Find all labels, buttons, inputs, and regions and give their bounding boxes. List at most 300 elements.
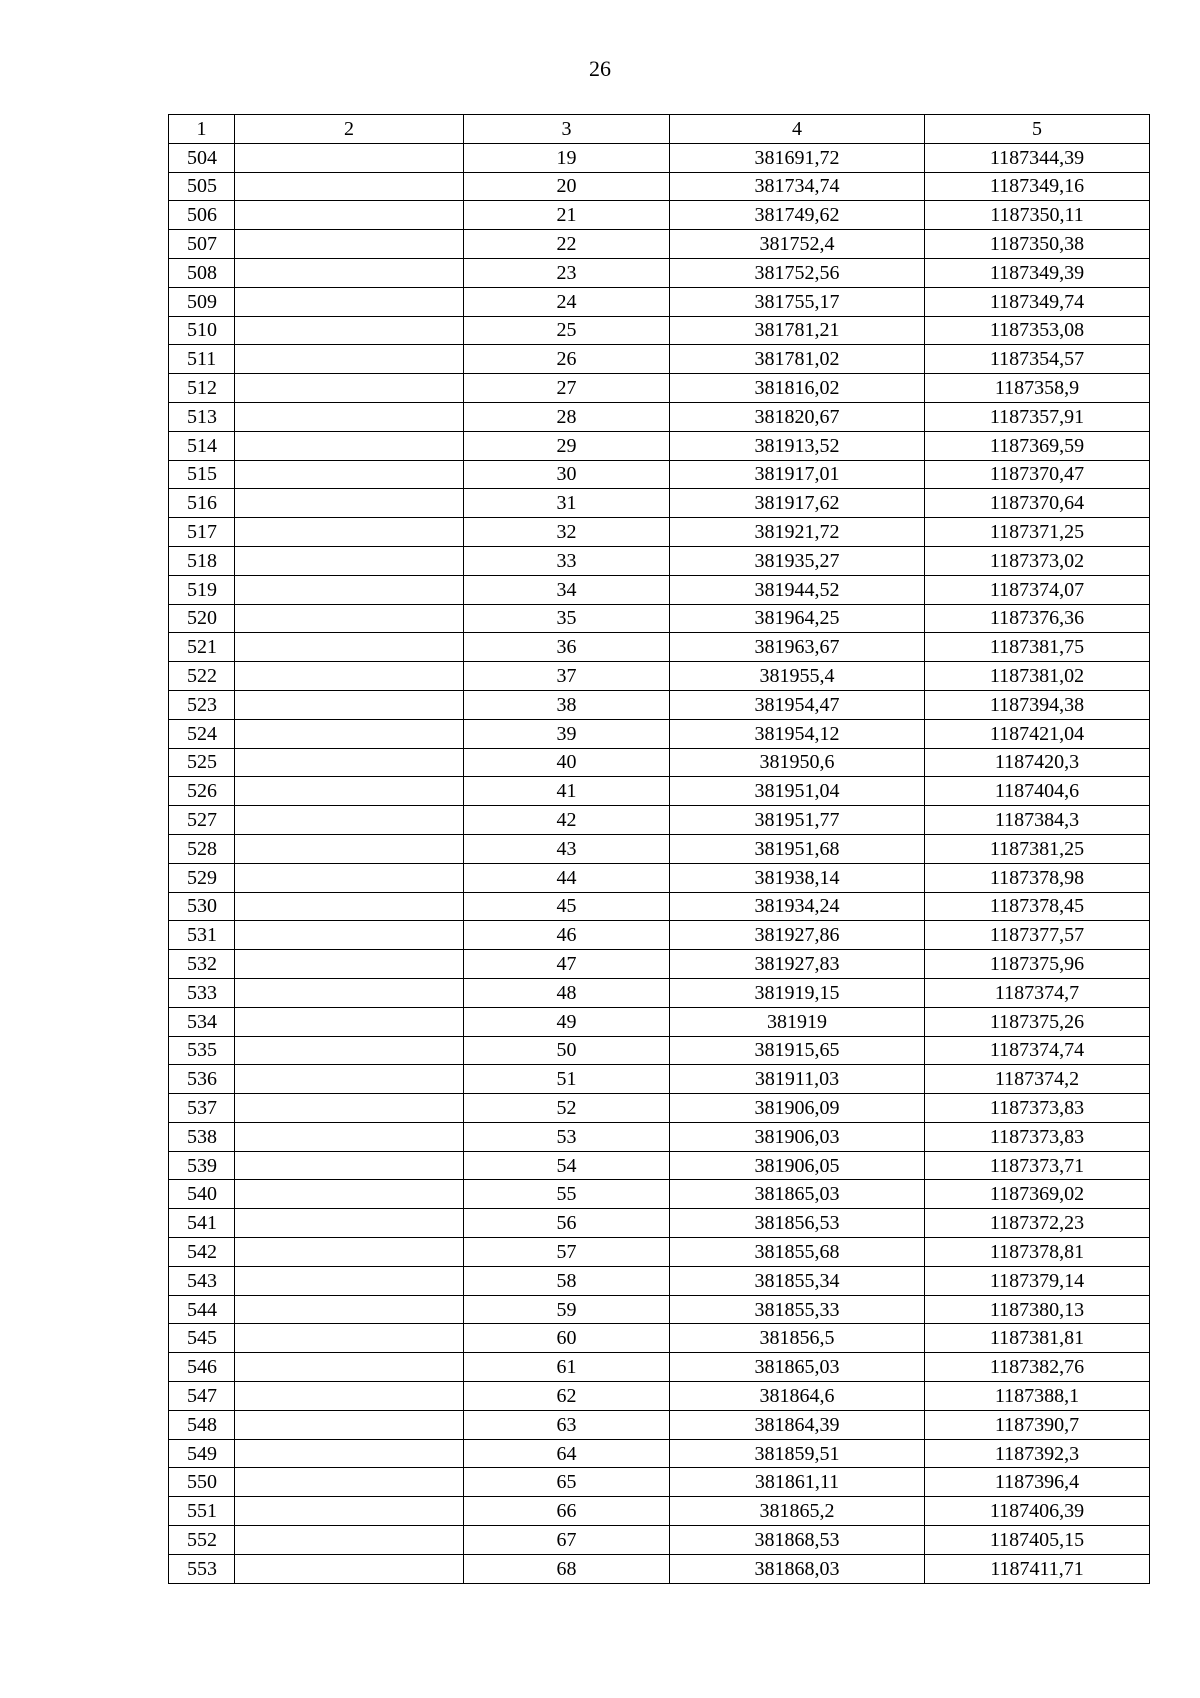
table-row bbox=[169, 143, 1150, 172]
table-cell-col-3: 46 bbox=[464, 921, 670, 950]
table-row bbox=[169, 950, 1150, 979]
table-cell-col-1: 512 bbox=[169, 374, 235, 403]
table-cell-col-3: 64 bbox=[464, 1439, 670, 1468]
table-cell-col-2 bbox=[235, 834, 464, 863]
table-cell-col-4: 381938,14 bbox=[670, 863, 925, 892]
table-cell-col-2 bbox=[235, 1497, 464, 1526]
table-cell-col-5: 1187370,47 bbox=[925, 460, 1150, 489]
table-cell-col-4: 381868,53 bbox=[670, 1526, 925, 1555]
table-cell-col-5: 1187378,45 bbox=[925, 892, 1150, 921]
table-cell-col-4: 381917,62 bbox=[670, 489, 925, 518]
table-row bbox=[169, 1036, 1150, 1065]
table-cell-col-4: 381865,03 bbox=[670, 1180, 925, 1209]
table-cell-col-5: 1187374,07 bbox=[925, 575, 1150, 604]
table-cell-col-2 bbox=[235, 230, 464, 259]
table-row bbox=[169, 374, 1150, 403]
table-cell-col-3: 31 bbox=[464, 489, 670, 518]
table-cell-col-5: 1187388,1 bbox=[925, 1382, 1150, 1411]
table-cell-col-5: 1187390,7 bbox=[925, 1410, 1150, 1439]
table-cell-col-5: 1187353,08 bbox=[925, 316, 1150, 345]
table-cell-col-3: 50 bbox=[464, 1036, 670, 1065]
table-row bbox=[169, 1468, 1150, 1497]
table-cell-col-3: 55 bbox=[464, 1180, 670, 1209]
column-header: 2 bbox=[235, 115, 464, 144]
column-header: 3 bbox=[464, 115, 670, 144]
table-cell-col-3: 23 bbox=[464, 258, 670, 287]
table-cell-col-4: 381919 bbox=[670, 1007, 925, 1036]
table-row bbox=[169, 1238, 1150, 1267]
table-cell-col-5: 1187381,25 bbox=[925, 834, 1150, 863]
table-row bbox=[169, 460, 1150, 489]
table-cell-col-3: 61 bbox=[464, 1353, 670, 1382]
table-cell-col-5: 1187420,3 bbox=[925, 748, 1150, 777]
table-cell-col-1: 545 bbox=[169, 1324, 235, 1353]
table-cell-col-5: 1187377,57 bbox=[925, 921, 1150, 950]
table-row bbox=[169, 777, 1150, 806]
table-cell-col-5: 1187358,9 bbox=[925, 374, 1150, 403]
table-cell-col-5: 1187374,74 bbox=[925, 1036, 1150, 1065]
table-cell-col-2 bbox=[235, 431, 464, 460]
table-cell-col-5: 1187349,74 bbox=[925, 287, 1150, 316]
table-cell-col-5: 1187350,38 bbox=[925, 230, 1150, 259]
table-cell-col-4: 381927,86 bbox=[670, 921, 925, 950]
table-cell-col-2 bbox=[235, 546, 464, 575]
table-cell-col-5: 1187405,15 bbox=[925, 1526, 1150, 1555]
table-cell-col-2 bbox=[235, 374, 464, 403]
table-cell-col-2 bbox=[235, 690, 464, 719]
table-header-row bbox=[169, 115, 1150, 144]
table-cell-col-4: 381820,67 bbox=[670, 402, 925, 431]
table-cell-col-3: 20 bbox=[464, 172, 670, 201]
table-cell-col-4: 381755,17 bbox=[670, 287, 925, 316]
table-cell-col-2 bbox=[235, 1554, 464, 1583]
table-cell-col-3: 57 bbox=[464, 1238, 670, 1267]
table-cell-col-3: 32 bbox=[464, 518, 670, 547]
column-header: 5 bbox=[925, 115, 1150, 144]
page-number: 26 bbox=[589, 56, 611, 81]
table-cell-col-1: 531 bbox=[169, 921, 235, 950]
table-cell-col-3: 22 bbox=[464, 230, 670, 259]
table-cell-col-2 bbox=[235, 489, 464, 518]
table-cell-col-5: 1187381,81 bbox=[925, 1324, 1150, 1353]
table-cell-col-2 bbox=[235, 921, 464, 950]
table-cell-col-2 bbox=[235, 1151, 464, 1180]
table-cell-col-3: 51 bbox=[464, 1065, 670, 1094]
table-cell-col-1: 529 bbox=[169, 863, 235, 892]
table-cell-col-2 bbox=[235, 287, 464, 316]
table-cell-col-2 bbox=[235, 1007, 464, 1036]
table-cell-col-5: 1187384,3 bbox=[925, 806, 1150, 835]
table-cell-col-5: 1187396,4 bbox=[925, 1468, 1150, 1497]
table-cell-col-3: 65 bbox=[464, 1468, 670, 1497]
table-cell-col-1: 543 bbox=[169, 1266, 235, 1295]
table-cell-col-2 bbox=[235, 1295, 464, 1324]
table-row bbox=[169, 1497, 1150, 1526]
table-cell-col-3: 49 bbox=[464, 1007, 670, 1036]
table-cell-col-3: 30 bbox=[464, 460, 670, 489]
table-cell-col-5: 1187381,75 bbox=[925, 633, 1150, 662]
table-cell-col-4: 381752,4 bbox=[670, 230, 925, 259]
table-cell-col-4: 381856,53 bbox=[670, 1209, 925, 1238]
table-cell-col-1: 541 bbox=[169, 1209, 235, 1238]
table-cell-col-3: 43 bbox=[464, 834, 670, 863]
table-cell-col-4: 381964,25 bbox=[670, 604, 925, 633]
table-cell-col-4: 381856,5 bbox=[670, 1324, 925, 1353]
table-cell-col-2 bbox=[235, 460, 464, 489]
table-cell-col-3: 19 bbox=[464, 143, 670, 172]
table-cell-col-1: 505 bbox=[169, 172, 235, 201]
table-cell-col-1: 515 bbox=[169, 460, 235, 489]
table-row bbox=[169, 1439, 1150, 1468]
table-cell-col-4: 381855,34 bbox=[670, 1266, 925, 1295]
table-cell-col-1: 507 bbox=[169, 230, 235, 259]
table-cell-col-4: 381963,67 bbox=[670, 633, 925, 662]
table-cell-col-4: 381855,33 bbox=[670, 1295, 925, 1324]
table-cell-col-1: 524 bbox=[169, 719, 235, 748]
table-cell-col-5: 1187394,38 bbox=[925, 690, 1150, 719]
table-row bbox=[169, 1007, 1150, 1036]
table-cell-col-3: 35 bbox=[464, 604, 670, 633]
table-cell-col-2 bbox=[235, 345, 464, 374]
table-cell-col-5: 1187404,6 bbox=[925, 777, 1150, 806]
table-cell-col-2 bbox=[235, 1353, 464, 1382]
table-row bbox=[169, 633, 1150, 662]
table-cell-col-3: 54 bbox=[464, 1151, 670, 1180]
table-cell-col-2 bbox=[235, 518, 464, 547]
table-cell-col-1: 553 bbox=[169, 1554, 235, 1583]
table-cell-col-4: 381865,03 bbox=[670, 1353, 925, 1382]
table-row bbox=[169, 172, 1150, 201]
table-cell-col-1: 519 bbox=[169, 575, 235, 604]
table-cell-col-2 bbox=[235, 172, 464, 201]
table-cell-col-2 bbox=[235, 575, 464, 604]
table-cell-col-2 bbox=[235, 1036, 464, 1065]
table-cell-col-1: 532 bbox=[169, 950, 235, 979]
table-cell-col-5: 1187344,39 bbox=[925, 143, 1150, 172]
table-cell-col-1: 535 bbox=[169, 1036, 235, 1065]
table-cell-col-3: 40 bbox=[464, 748, 670, 777]
table-cell-col-5: 1187373,02 bbox=[925, 546, 1150, 575]
table-cell-col-5: 1187374,7 bbox=[925, 978, 1150, 1007]
table-cell-col-4: 381865,2 bbox=[670, 1497, 925, 1526]
table-cell-col-1: 513 bbox=[169, 402, 235, 431]
table-cell-col-1: 530 bbox=[169, 892, 235, 921]
table-cell-col-4: 381951,77 bbox=[670, 806, 925, 835]
table-cell-col-2 bbox=[235, 1439, 464, 1468]
table-cell-col-3: 44 bbox=[464, 863, 670, 892]
table-cell-col-4: 381734,74 bbox=[670, 172, 925, 201]
table-cell-col-2 bbox=[235, 1094, 464, 1123]
table-cell-col-5: 1187357,91 bbox=[925, 402, 1150, 431]
table-cell-col-4: 381934,24 bbox=[670, 892, 925, 921]
table-cell-col-1: 549 bbox=[169, 1439, 235, 1468]
table-cell-col-4: 381868,03 bbox=[670, 1554, 925, 1583]
table-cell-col-4: 381864,6 bbox=[670, 1382, 925, 1411]
table-body bbox=[169, 143, 1150, 1583]
table-cell-col-4: 381855,68 bbox=[670, 1238, 925, 1267]
table-cell-col-3: 25 bbox=[464, 316, 670, 345]
table-row bbox=[169, 1065, 1150, 1094]
table-row bbox=[169, 1324, 1150, 1353]
table-row bbox=[169, 402, 1150, 431]
table-cell-col-1: 551 bbox=[169, 1497, 235, 1526]
table-cell-col-1: 527 bbox=[169, 806, 235, 835]
table-cell-col-4: 381950,6 bbox=[670, 748, 925, 777]
table-cell-col-4: 381906,09 bbox=[670, 1094, 925, 1123]
table-cell-col-4: 381955,4 bbox=[670, 662, 925, 691]
table-cell-col-5: 1187349,16 bbox=[925, 172, 1150, 201]
table-cell-col-3: 24 bbox=[464, 287, 670, 316]
table-row bbox=[169, 921, 1150, 950]
table-cell-col-2 bbox=[235, 604, 464, 633]
table-cell-col-2 bbox=[235, 950, 464, 979]
table-cell-col-2 bbox=[235, 748, 464, 777]
table-row bbox=[169, 489, 1150, 518]
table-row bbox=[169, 1382, 1150, 1411]
table-row bbox=[169, 1209, 1150, 1238]
table-row bbox=[169, 258, 1150, 287]
table-cell-col-5: 1187373,71 bbox=[925, 1151, 1150, 1180]
table-cell-col-5: 1187382,76 bbox=[925, 1353, 1150, 1382]
table-cell-col-3: 63 bbox=[464, 1410, 670, 1439]
table-cell-col-4: 381752,56 bbox=[670, 258, 925, 287]
table-cell-col-1: 526 bbox=[169, 777, 235, 806]
table-cell-col-3: 42 bbox=[464, 806, 670, 835]
table-cell-col-5: 1187369,59 bbox=[925, 431, 1150, 460]
table-cell-col-4: 381906,03 bbox=[670, 1122, 925, 1151]
column-header: 1 bbox=[169, 115, 235, 144]
table-cell-col-1: 537 bbox=[169, 1094, 235, 1123]
table-cell-col-1: 546 bbox=[169, 1353, 235, 1382]
table-row bbox=[169, 1295, 1150, 1324]
table-cell-col-1: 528 bbox=[169, 834, 235, 863]
table-cell-col-4: 381919,15 bbox=[670, 978, 925, 1007]
table-row bbox=[169, 892, 1150, 921]
table-cell-col-3: 26 bbox=[464, 345, 670, 374]
table-cell-col-3: 48 bbox=[464, 978, 670, 1007]
table-cell-col-3: 29 bbox=[464, 431, 670, 460]
table-cell-col-2 bbox=[235, 143, 464, 172]
table-row bbox=[169, 806, 1150, 835]
table-cell-col-5: 1187374,2 bbox=[925, 1065, 1150, 1094]
table-cell-col-5: 1187373,83 bbox=[925, 1094, 1150, 1123]
table-cell-col-5: 1187370,64 bbox=[925, 489, 1150, 518]
table-cell-col-3: 47 bbox=[464, 950, 670, 979]
table-cell-col-4: 381927,83 bbox=[670, 950, 925, 979]
table-cell-col-2 bbox=[235, 633, 464, 662]
table-cell-col-2 bbox=[235, 201, 464, 230]
table-cell-col-1: 547 bbox=[169, 1382, 235, 1411]
table-cell-col-4: 381864,39 bbox=[670, 1410, 925, 1439]
table-cell-col-3: 34 bbox=[464, 575, 670, 604]
table-row bbox=[169, 201, 1150, 230]
table-cell-col-5: 1187421,04 bbox=[925, 719, 1150, 748]
table-cell-col-2 bbox=[235, 1468, 464, 1497]
column-header: 4 bbox=[670, 115, 925, 144]
table-cell-col-4: 381911,03 bbox=[670, 1065, 925, 1094]
table-row bbox=[169, 575, 1150, 604]
table-row bbox=[169, 1526, 1150, 1555]
table-cell-col-1: 511 bbox=[169, 345, 235, 374]
table-cell-col-3: 66 bbox=[464, 1497, 670, 1526]
table-cell-col-2 bbox=[235, 1209, 464, 1238]
table-cell-col-2 bbox=[235, 863, 464, 892]
table-cell-col-2 bbox=[235, 1122, 464, 1151]
table-cell-col-5: 1187375,96 bbox=[925, 950, 1150, 979]
table-cell-col-3: 68 bbox=[464, 1554, 670, 1583]
table-row bbox=[169, 662, 1150, 691]
table-cell-col-1: 520 bbox=[169, 604, 235, 633]
table-row bbox=[169, 431, 1150, 460]
table-cell-col-5: 1187380,13 bbox=[925, 1295, 1150, 1324]
table-cell-col-3: 36 bbox=[464, 633, 670, 662]
table-cell-col-4: 381781,02 bbox=[670, 345, 925, 374]
table-cell-col-3: 28 bbox=[464, 402, 670, 431]
table-row bbox=[169, 287, 1150, 316]
table-cell-col-5: 1187392,3 bbox=[925, 1439, 1150, 1468]
table-cell-col-2 bbox=[235, 777, 464, 806]
table-cell-col-5: 1187411,71 bbox=[925, 1554, 1150, 1583]
table-cell-col-3: 62 bbox=[464, 1382, 670, 1411]
table-cell-col-5: 1187376,36 bbox=[925, 604, 1150, 633]
table-row bbox=[169, 1151, 1150, 1180]
table-cell-col-1: 521 bbox=[169, 633, 235, 662]
table-cell-col-3: 60 bbox=[464, 1324, 670, 1353]
table-cell-col-1: 514 bbox=[169, 431, 235, 460]
table-cell-col-2 bbox=[235, 662, 464, 691]
table-cell-col-3: 67 bbox=[464, 1526, 670, 1555]
table-cell-col-4: 381921,72 bbox=[670, 518, 925, 547]
table-cell-col-4: 381954,12 bbox=[670, 719, 925, 748]
table-cell-col-1: 548 bbox=[169, 1410, 235, 1439]
table-cell-col-4: 381951,68 bbox=[670, 834, 925, 863]
table-cell-col-2 bbox=[235, 1324, 464, 1353]
table-row bbox=[169, 1122, 1150, 1151]
table-cell-col-3: 21 bbox=[464, 201, 670, 230]
table-cell-col-2 bbox=[235, 402, 464, 431]
table-cell-col-1: 540 bbox=[169, 1180, 235, 1209]
table-cell-col-2 bbox=[235, 1180, 464, 1209]
table-cell-col-5: 1187371,25 bbox=[925, 518, 1150, 547]
table-cell-col-1: 509 bbox=[169, 287, 235, 316]
table-cell-col-1: 533 bbox=[169, 978, 235, 1007]
table-cell-col-3: 45 bbox=[464, 892, 670, 921]
table-cell-col-1: 510 bbox=[169, 316, 235, 345]
table-row bbox=[169, 1180, 1150, 1209]
table-cell-col-2 bbox=[235, 258, 464, 287]
table-cell-col-1: 504 bbox=[169, 143, 235, 172]
table-cell-col-4: 381917,01 bbox=[670, 460, 925, 489]
table-cell-col-1: 506 bbox=[169, 201, 235, 230]
table-row bbox=[169, 1266, 1150, 1295]
table-cell-col-1: 544 bbox=[169, 1295, 235, 1324]
table-row bbox=[169, 316, 1150, 345]
table-cell-col-1: 539 bbox=[169, 1151, 235, 1180]
table-cell-col-5: 1187379,14 bbox=[925, 1266, 1150, 1295]
table-cell-col-4: 381951,04 bbox=[670, 777, 925, 806]
table-cell-col-4: 381913,52 bbox=[670, 431, 925, 460]
table-cell-col-5: 1187373,83 bbox=[925, 1122, 1150, 1151]
table-cell-col-5: 1187375,26 bbox=[925, 1007, 1150, 1036]
table-cell-col-4: 381859,51 bbox=[670, 1439, 925, 1468]
table-cell-col-4: 381935,27 bbox=[670, 546, 925, 575]
table-cell-col-4: 381816,02 bbox=[670, 374, 925, 403]
table-cell-col-1: 523 bbox=[169, 690, 235, 719]
table-cell-col-4: 381749,62 bbox=[670, 201, 925, 230]
table-cell-col-2 bbox=[235, 316, 464, 345]
table-cell-col-1: 516 bbox=[169, 489, 235, 518]
table-cell-col-4: 381915,65 bbox=[670, 1036, 925, 1065]
table-row bbox=[169, 1554, 1150, 1583]
table-cell-col-4: 381954,47 bbox=[670, 690, 925, 719]
table-cell-col-5: 1187369,02 bbox=[925, 1180, 1150, 1209]
table-cell-col-4: 381861,11 bbox=[670, 1468, 925, 1497]
table-cell-col-1: 517 bbox=[169, 518, 235, 547]
table-cell-col-1: 536 bbox=[169, 1065, 235, 1094]
table-cell-col-4: 381691,72 bbox=[670, 143, 925, 172]
table-cell-col-1: 518 bbox=[169, 546, 235, 575]
table-row bbox=[169, 690, 1150, 719]
table-row bbox=[169, 719, 1150, 748]
table-cell-col-2 bbox=[235, 1382, 464, 1411]
table-cell-col-2 bbox=[235, 806, 464, 835]
table-cell-col-5: 1187381,02 bbox=[925, 662, 1150, 691]
table-cell-col-3: 59 bbox=[464, 1295, 670, 1324]
table-cell-col-3: 52 bbox=[464, 1094, 670, 1123]
table-cell-col-2 bbox=[235, 978, 464, 1007]
table-cell-col-3: 56 bbox=[464, 1209, 670, 1238]
table-cell-col-4: 381944,52 bbox=[670, 575, 925, 604]
table-cell-col-2 bbox=[235, 719, 464, 748]
table-cell-col-3: 39 bbox=[464, 719, 670, 748]
table-row bbox=[169, 834, 1150, 863]
table-cell-col-1: 534 bbox=[169, 1007, 235, 1036]
table-row bbox=[169, 1353, 1150, 1382]
table-row bbox=[169, 518, 1150, 547]
table-cell-col-2 bbox=[235, 1410, 464, 1439]
table-cell-col-1: 538 bbox=[169, 1122, 235, 1151]
table-cell-col-5: 1187406,39 bbox=[925, 1497, 1150, 1526]
table-cell-col-3: 33 bbox=[464, 546, 670, 575]
table-cell-col-3: 58 bbox=[464, 1266, 670, 1295]
table-cell-col-3: 41 bbox=[464, 777, 670, 806]
table-cell-col-3: 27 bbox=[464, 374, 670, 403]
table-cell-col-1: 508 bbox=[169, 258, 235, 287]
coordinates-table bbox=[168, 114, 1150, 1584]
table-row bbox=[169, 748, 1150, 777]
table-cell-col-5: 1187372,23 bbox=[925, 1209, 1150, 1238]
table-cell-col-1: 522 bbox=[169, 662, 235, 691]
table-row bbox=[169, 1094, 1150, 1123]
table-row bbox=[169, 546, 1150, 575]
table-row bbox=[169, 978, 1150, 1007]
table-cell-col-3: 38 bbox=[464, 690, 670, 719]
table-row bbox=[169, 1410, 1150, 1439]
table-cell-col-4: 381781,21 bbox=[670, 316, 925, 345]
table-cell-col-1: 525 bbox=[169, 748, 235, 777]
table-cell-col-2 bbox=[235, 1238, 464, 1267]
table-row bbox=[169, 230, 1150, 259]
table-cell-col-1: 550 bbox=[169, 1468, 235, 1497]
table-cell-col-2 bbox=[235, 1065, 464, 1094]
table-row bbox=[169, 604, 1150, 633]
table-cell-col-5: 1187349,39 bbox=[925, 258, 1150, 287]
table-cell-col-5: 1187354,57 bbox=[925, 345, 1150, 374]
table-cell-col-5: 1187350,11 bbox=[925, 201, 1150, 230]
table-cell-col-5: 1187378,81 bbox=[925, 1238, 1150, 1267]
table-cell-col-1: 542 bbox=[169, 1238, 235, 1267]
table-cell-col-3: 37 bbox=[464, 662, 670, 691]
